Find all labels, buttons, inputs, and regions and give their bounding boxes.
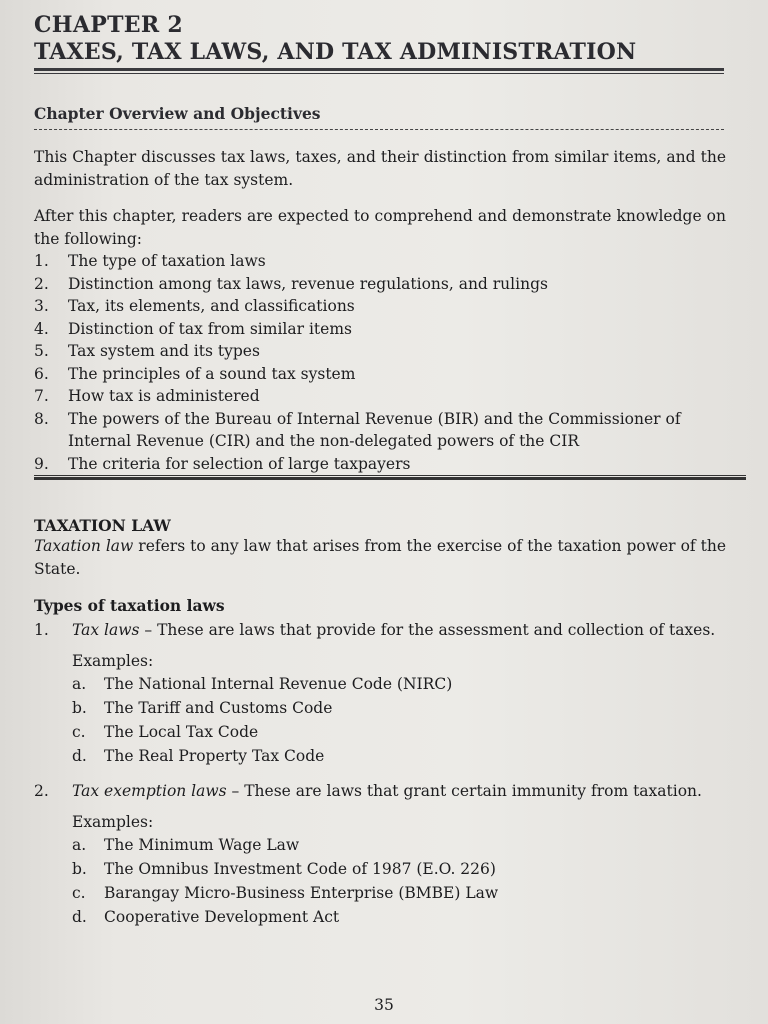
example-item: a. The Minimum Wage Law <box>72 836 300 854</box>
example-item: a. The National Internal Revenue Code (NIRC) <box>72 675 453 693</box>
objective-item: 2. Distinction among tax laws, revenue regulations, and rulings <box>34 274 548 293</box>
example-item: d. Cooperative Development Act <box>72 908 340 926</box>
examples-label: Examples: <box>72 651 154 670</box>
objective-item: 8. The powers of the Bureau of Internal Revenue (BIR) and the Commissioner of Internal Revenue (CIR) and the non-delegated powers of the CIR <box>34 409 681 450</box>
example-item: b. The Omnibus Investment Code of 1987 (E.O. 226) <box>72 860 496 878</box>
type-item-tax-exemption-laws: 2. Tax exemption laws – These are laws that grant certain immunity from taxation. Examples: a. The Minimum Wage Law b. The Omnibus Investment Code of 1987 (E.O. 226) c. Barangay Micro-Business Enterprise (BMBE) Law d. Cooperative Development Act <box>34 780 746 929</box>
objective-item: 3. Tax, its elements, and classifications <box>34 297 355 315</box>
page-content <box>34 12 746 929</box>
taxation-law-heading: TAXATION LAW <box>34 516 171 535</box>
objective-item: 9. The criteria for selection of large taxpayers <box>34 454 411 473</box>
examples-list <box>72 672 746 768</box>
overview-intro: This Chapter discusses tax laws, taxes, and their distinction from similar items, and the administration of the tax system. <box>34 148 726 189</box>
example-item: d. The Real Property Tax Code <box>72 747 325 765</box>
objectives-list <box>34 250 734 475</box>
examples-list <box>72 833 746 929</box>
types-list <box>34 619 746 929</box>
overview-heading: Chapter Overview and Objectives <box>34 104 321 123</box>
objective-item: 6. The principles of a sound tax system <box>34 364 356 383</box>
chapter-number: CHAPTER 2 <box>34 12 183 38</box>
objective-item: 5. Tax system and its types <box>34 342 260 360</box>
example-item: c. The Local Tax Code <box>72 723 259 741</box>
type-description: Tax exemption laws – These are laws that grant certain immunity from taxation. <box>72 782 702 800</box>
examples-label: Examples: <box>72 812 154 831</box>
objective-item: 1. The type of taxation laws <box>34 252 266 270</box>
type-description: Tax laws – These are laws that provide for the assessment and collection of taxes. <box>72 621 716 639</box>
example-item: b. The Tariff and Customs Code <box>72 699 333 717</box>
dashed-divider <box>34 129 724 130</box>
overview-lead: After this chapter, readers are expected to comprehend and demonstrate knowledge on the following: <box>34 207 726 248</box>
type-item-tax-laws: 1. Tax laws – These are laws that provide for the assessment and collection of taxes. Examples: a. The National Internal Revenue Code (NIRC) b. The Tariff and Customs Code c. The Local Tax Code d. The Real Property Tax Code <box>34 619 746 768</box>
title-rule <box>34 68 724 74</box>
taxation-law-term: Taxation law <box>34 537 134 555</box>
example-item: c. Barangay Micro-Business Enterprise (BMBE) Law <box>72 884 499 902</box>
objective-item: 7. How tax is administered <box>34 387 260 405</box>
types-heading: Types of taxation laws <box>34 596 225 615</box>
chapter-title: TAXES, TAX LAWS, AND TAX ADMINISTRATION <box>34 39 637 65</box>
objective-item: 4. Distinction of tax from similar items <box>34 319 352 338</box>
section-rule <box>34 475 746 480</box>
page-number: 35 <box>374 996 394 1014</box>
taxation-law-definition: Taxation law refers to any law that arises from the exercise of the taxation power of the State. <box>34 537 726 578</box>
